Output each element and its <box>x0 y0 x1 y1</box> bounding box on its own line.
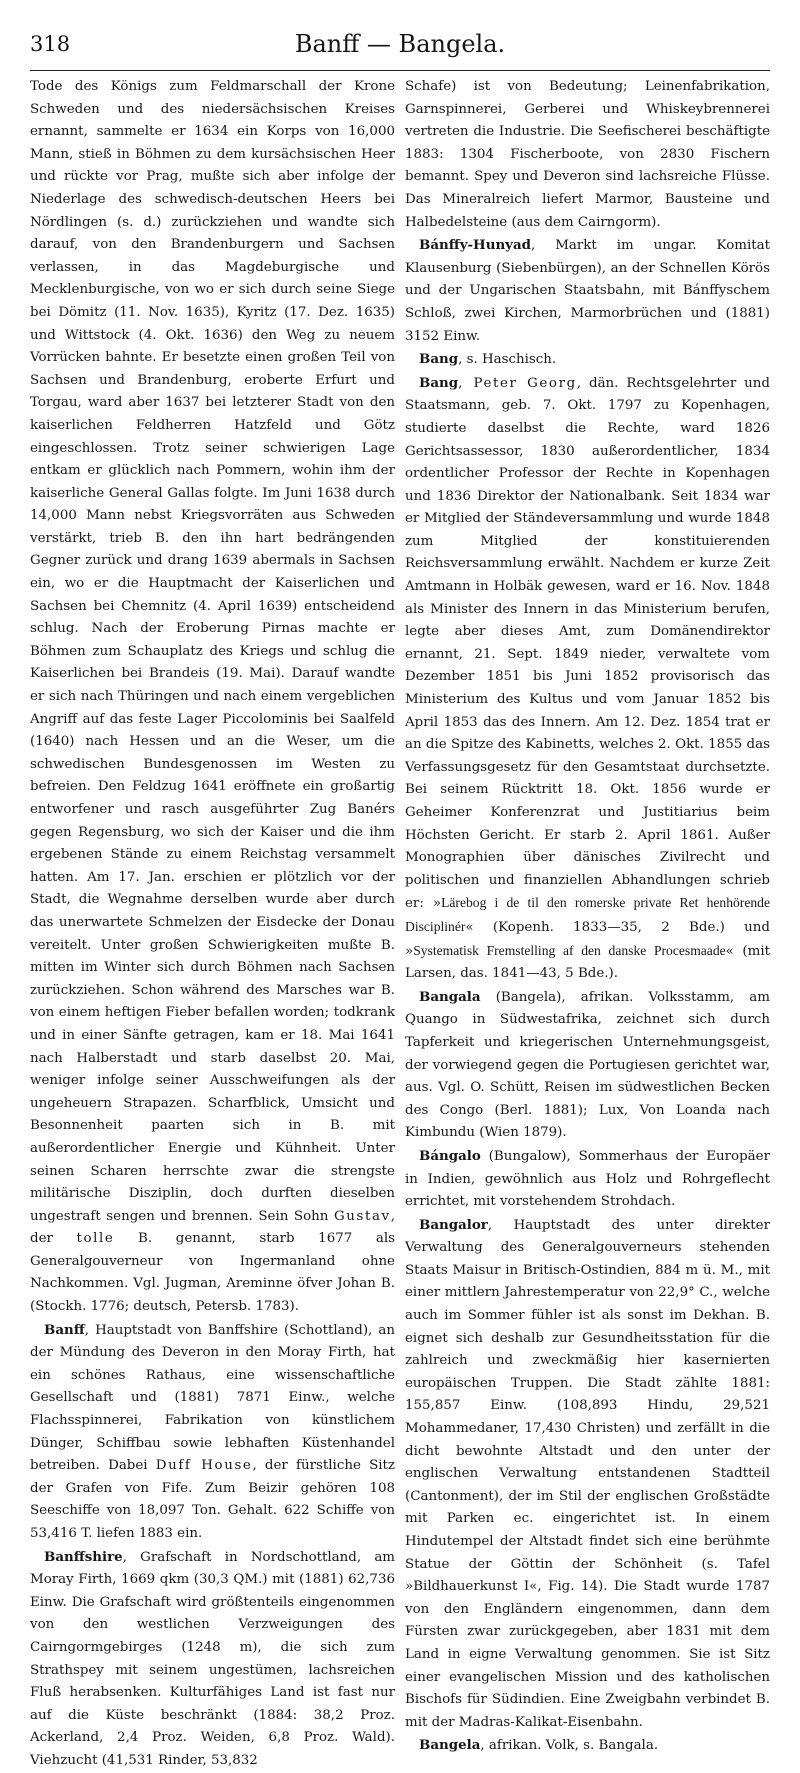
entry-banffshire <box>30 1546 395 1773</box>
entry-banff <box>30 1319 395 1546</box>
headword-bang-1: Bang <box>419 351 459 368</box>
entry-bang-1-text: , s. Haschisch. <box>458 352 557 368</box>
entry-banffy-hunyad <box>405 234 770 348</box>
page-number: 318 <box>30 32 71 56</box>
bang-given-names: , Peter Georg <box>458 375 577 391</box>
headword-banffshire: Banffshire <box>44 1548 123 1565</box>
page-header <box>30 30 770 71</box>
entry-bangala-text: (Bangela), afrikan. Volksstamm, am Quango in Südwestafrika, zeichnet sich durch Tapferkeit und kriegerischen Unternehmungsgeist, der vorwiegend gegen die Portugiesen gerichtet war, aus. Vgl. O. Schütt, Reisen im südwestlichen Becken des Congo (Berl. 1881); Lux, Von Loanda nach Kimbundu (Wien 1879). <box>405 989 770 1141</box>
left-column <box>30 76 395 1773</box>
entry-continuation <box>30 76 395 1319</box>
entry-banff-text-end: , der fürstliche Sitz der Grafen von Fife. Zum Beizir gehören 108 Seeschiffe von 18,097 Ton. Gehalt. 622 Schiffe von 53,416 T. liefen 1883 ein. <box>30 1458 395 1541</box>
entry-banffy-hunyad-text: , Markt im ungar. Komitat Klausenburg (Siebenbürgen), an der Schnellen Körös und der Ungarischen Staatsbahn, mit Bánffyschem Schloß, zwei Kirchen, Marmorbrüchen und (1881) 3152 Einw. <box>405 238 770 344</box>
entry-banffshire-continuation <box>405 76 770 234</box>
entry-bang-1 <box>405 348 770 372</box>
son-name: Gustav <box>334 1208 391 1224</box>
son-nickname: tolle <box>76 1231 115 1247</box>
book-title-1: Lärebog i de til den romerske private Ret henhörende Disciplinér <box>405 895 770 934</box>
entry-bangalo <box>405 1145 770 1214</box>
entry-bangalor-text: , Hauptstadt des unter direkter Verwaltung des Generalgouverneurs stehenden Staats Maisur in Britisch-Ostindien, 884 m ü. M., mit einer mittlern Jahrestemperatur von 22,9° C., welche auch im Sommer fühler ist als sonst im Dekhan. B. eignet sich deshalb zur Gesundheitsstation für die zahlreich und zweckmäßig hier kasernierten europäischen Truppen. Die Stadt zählte 1881: 155,857 Einw. (108,893 Hindu, 29,521 Mohammedaner, 17,430 Christen) und zerfällt in die dicht bewohnte Altstadt und den unter der englischen Verwaltung entstandenen Stadtteil (Cantonment), der im Stil der englischen Großstädte mit Parken ec. eingerichtet ist. In einem Hindutempel der Altstadt findet sich eine berühmte Statue der Göttin der Schönheit (s. Tafel »Bildhauerkunst I«, Fig. 14). Die Stadt wurde 1787 von den Engländern eingenommen, dann dem Fürsten zwar zurückgegeben, aber 1831 mit dem Land in eigne Verwaltung genommen. Sie ist Sitz einer evangelischen Mission und des katholischen Bischofs für Südindien. Eine Zweigbahn verbindet B. mit der Madras-Kalikat-Eisenbahn. <box>405 1217 770 1730</box>
continuation-text: Tode des Königs zum Feldmarschall der Krone Schweden und des niedersächsischen Kreises ernannt, sammelte er 1634 ein Korps von 16,000 Mann, stieß in Böhmen zu dem kursächsischen Heer und rückte vor Prag, mußte sich aber infolge der Niederlage des schwedisch-deutschen Heers bei Nördlingen (s. d.) zurückziehen und wandte sich darauf, von den Brandenburgern und Sachsen verlassen, in das Magdeburgische und Mecklenburgische, von wo er sich durch seine Siege bei Dömitz (11. Nov. 1635), Kyritz (17. Dez. 1635) und Wittstock (4. Okt. 1636) den Weg zu neuem Vorrücken bahnte. Er besetzte einen großen Teil von Sachsen und Brandenburg, eroberte Erfurt und Torgau, ward aber 1637 bei letzterer Stadt von den kaiserlichen Feldherren Hatzfeld und Götz eingeschlossen. Trotz seiner schwierigen Lage entkam er glücklich nach Pommern, wohin ihm der kaiserliche General Gallas folgte. Im Juni 1638 durch 14,000 Mann nebst Kriegsvorräten aus Schweden verstärkt, trieb B. den ihn hart bedrängenden Gegner zurück und drang 1639 abermals in Sachsen ein, wo er die Hauptmacht der Kaiserlichen und Sachsen bei Chemnitz (4. April 1639) entscheidend schlug. Nach der Eroberung Pirnas machte er Böhmen zum Schauplatz des Kriegs und schlug die Kaiserlichen bei Brandeis (19. Mai). Darauf wandte er sich nach Thüringen und nach einem vergeblichen Angriff auf das feste Lager Piccolominis bei Saalfeld (1640) nach Hessen und an die Weser, um die schwedischen Bundesgenossen im Westen zu befreien. Den Feldzug 1641 eröffnete ein großartig entworfener und rasch ausgeführter Zug Banérs gegen Regensburg, wo sich der Kaiser und die ihm ergebenen Stände zu einem Reichstag versammelt hatten. Am 17. Jan. erschien er plötzlich vor der Stadt, die Wegnahme derselben wurde aber durch das unerwartete Schmelzen der Eisdecke der Donau vereitelt. Unter großen Schwierigkeiten mußte B. mitten im Winter sich durch Böhmen nach Sachsen zurückziehen. Schon während des Marsches war B. von einem heftigen Fieber befallen worden; todkrank und in einer Sänfte getragen, kam er 18. Mai 1641 nach Halberstadt und starb daselbst 20. Mai, weniger infolge seiner Ausschweifungen als der ungeheuern Strapazen. Scharfblick, Umsicht und Besonnenheit paarten sich in B. mit außerordentlicher Energie und Kühnheit. Unter seinen Scharen herrschte zwar die strengste militärische Disziplin, doch durften dieselben ungestraft sengen und brennen. Sein Sohn <box>30 79 395 1224</box>
headword-banff: Banff <box>44 1321 85 1338</box>
headword-bangalor: Bangalor <box>419 1216 488 1233</box>
entry-bangalor <box>405 1214 770 1735</box>
continuation-text-right: Schafe) ist von Bedeutung; Leinenfabrikation, Garnspinnerei, Gerberei und Whiskeybrennerei vertreten die Industrie. Die Seefischerei beschäftigte 1883: 1304 Fischerboote, von 2830 Fischern bemannt. Spey und Deveron sind lachsreiche Flüsse. Das Mineralreich liefert Marmor, Bausteine und Halbedelsteine (aus dem Cairngorm). <box>405 79 770 230</box>
duff-house: Duff House <box>155 1458 253 1474</box>
headword-banffy-hunyad: Bánffy-Hunyad <box>419 237 532 254</box>
entry-bang-2-end: « (mit Larsen, das. 1841—43, 5 Bde.). <box>405 943 770 982</box>
headword-bang-2: Bang <box>419 374 459 391</box>
entry-banffshire-text: , Grafschaft in Nordschottland, am Moray Firth, 1669 qkm (30,3 QM.) mit (1881) 62,736 Einw. Die Grafschaft wird größtenteils eingenommen von den westlichen Verzweigungen des Cairngormgebirges (1248 m), die sich zum Strathspey mit seinem ungestümen, lachsreichen Fluß herabsenken. Kulturfähiges Land ist fast nur auf die Küste beschränkt (1884: 38,2 Proz. Ackerland, 2,4 Proz. Weiden, 6,8 Proz. Wald). Viehzucht (41,531 Rinder, 53,832 <box>30 1549 395 1768</box>
entry-bangala <box>405 986 770 1145</box>
book-title-2: Systematisk Fremstelling af den danske Procesmaade <box>413 942 726 958</box>
continuation-end: B. genannt, starb 1677 als Generalgouverneur von Ingermanland ohne Nachkommen. Vgl. Jugman, Areminne öfver Johan B. (Stockh. 1776; deutsch, Petersb. 1783). <box>30 1231 396 1315</box>
headword-bangala: Bangala <box>419 988 481 1005</box>
right-column <box>405 76 770 1758</box>
headword-bangalo: Bángalo <box>419 1147 481 1164</box>
entry-banff-text: , Hauptstadt von Banffshire (Schottland), an der Mündung des Deveron in den Moray Firth, hat ein schönes Rathaus, eine wissenschaftliche Gesellschaft und (1881) 7871 Einw., welche Flachsspinnerei, Fabrikation von künstlichem Dünger, Schiffbau sowie lebhaften Küstenhandel betreiben. Dabei <box>30 1322 395 1474</box>
entry-bang-2-mid: « (Kopenh. 1833—35, 2 Bde.) und » <box>405 919 770 959</box>
entry-bang-2-text: , dän. Rechtsgelehrter und Staatsmann, geb. 7. Okt. 1797 zu Kopenhagen, studierte daselbst die Rechte, ward 1826 Gerichtsassessor, 1830 außerordentlicher, 1834 ordentlicher Professor der Rechte in Kopenhagen und 1836 Direktor der Nationalbank. Seit 1834 war er Mitglied der Ständeversammlung und wurde 1848 zum Mitglied der konstituierenden Reichsversammlung erwählt. Nachdem er kurze Zeit Amtmann in Holbäk gewesen, ward er 16. Nov. 1848 als Minister des Innern in das Ministerium berufen, legte aber dieses Amt, zum Domänendirektor ernannt, 21. Sept. 1849 nieder, verwaltete vom Dezember 1851 bis Juni 1852 provisorisch das Ministerium des Kultus und vom Januar 1852 bis April 1853 das des Innern. Am 12. Dez. 1854 trat er an die Spitze des Kabinetts, welches 2. Okt. 1855 das Verfassungsgesetz für den Gesamtstaat durchsetzte. Bei seinem Rücktritt 18. Okt. 1856 wurde er Geheimer Konferenzrat und Justitiarius beim Höchsten Gericht. Er starb 2. April 1861. Außer Monographien über dänisches Zivilrecht und politischen und finanziellen Abhandlungen schrieb er: » <box>405 375 771 912</box>
entry-bangela-text: , afrikan. Volk, s. Bangala. <box>480 1738 659 1754</box>
entry-bang-2 <box>405 372 770 986</box>
entry-bangela <box>405 1734 770 1758</box>
entry-bangalo-text: (Bungalow), Sommerhaus der Europäer in Indien, gewöhnlich aus Holz und Rohrgeflecht errichtet, mit vorstehendem Strohdach. <box>405 1148 770 1210</box>
continuation-mid: , der <box>30 1208 395 1247</box>
running-title: Banff — Bangela. <box>294 30 506 58</box>
headword-bangela: Bangela <box>419 1737 481 1754</box>
